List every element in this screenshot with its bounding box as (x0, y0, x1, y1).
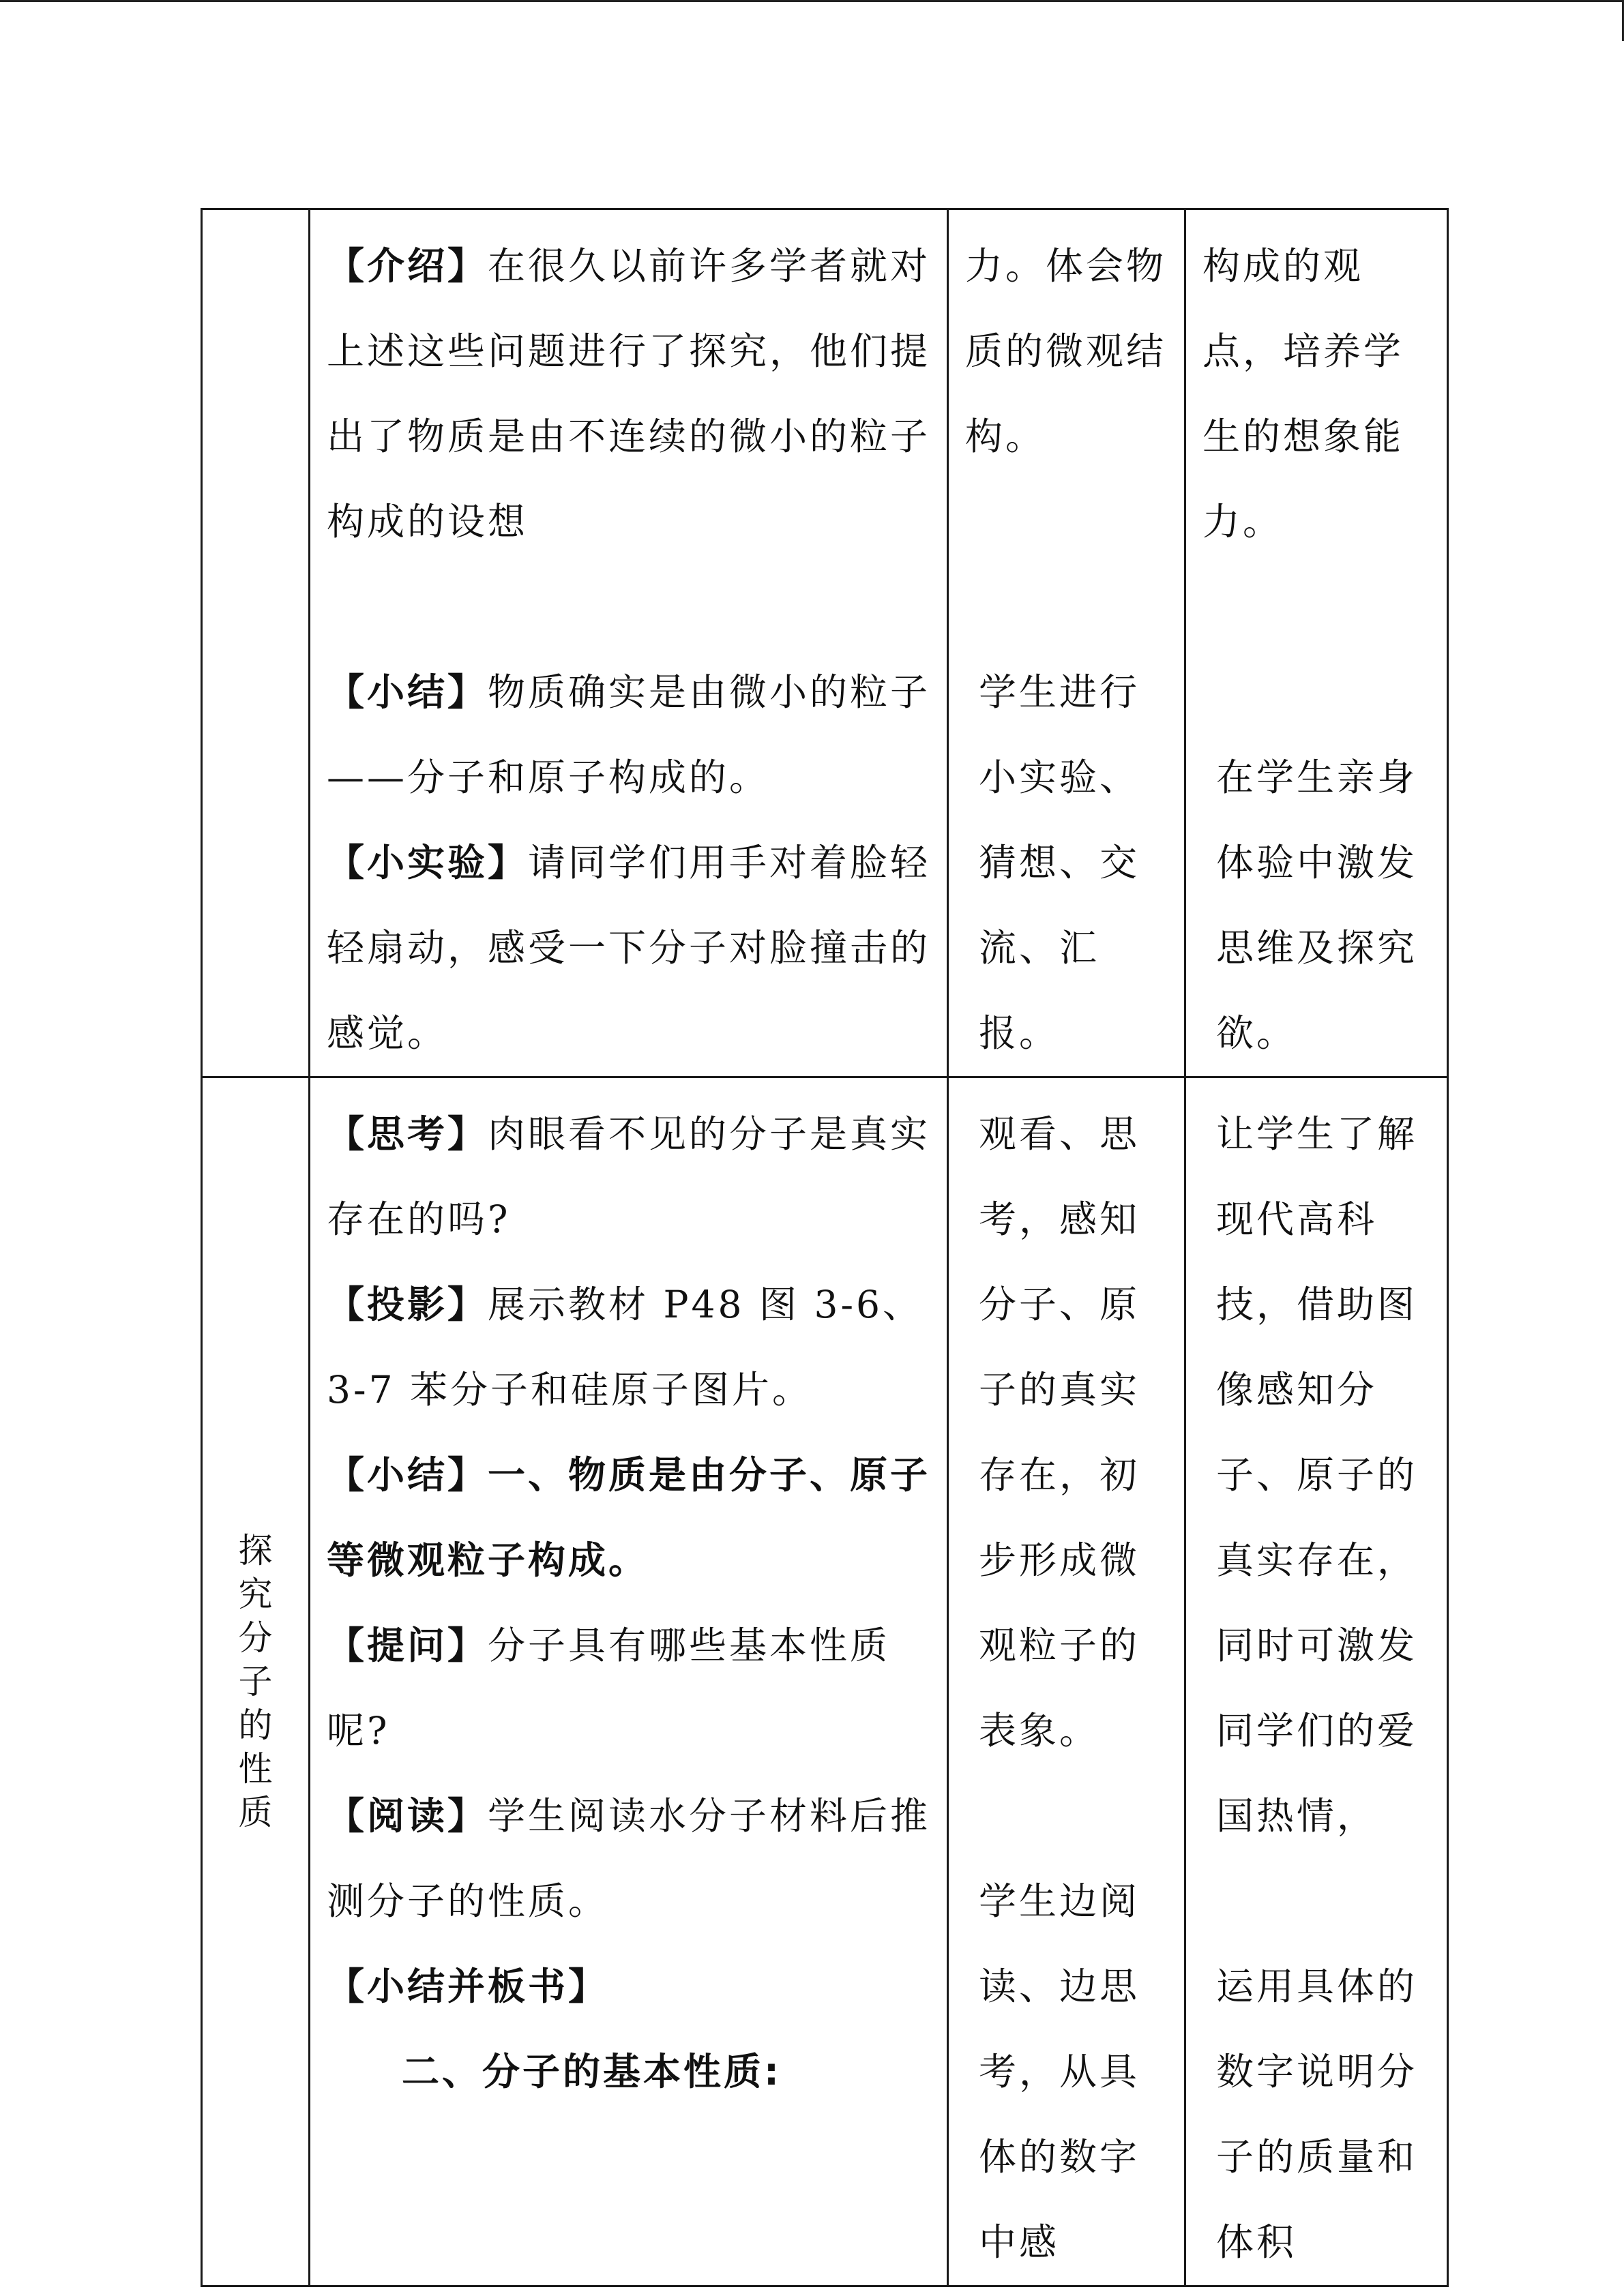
summary2-text: 一、物质是由分子、原子等微观粒子构成。 (327, 1453, 931, 1582)
intent-text-4: 运用具体的数字说明分子的质量和体积 (1216, 1965, 1418, 2264)
reading-tag: 【阅读】 (327, 1794, 488, 1838)
projection-tag: 【投影】 (327, 1283, 488, 1326)
think-tag: 【思考】 (327, 1112, 488, 1156)
table-row (202, 209, 1448, 1077)
design-intent-cell (1185, 209, 1448, 1077)
student-text-3: 观看、思考，感知分子、原子的真实存在，初步形成微观粒子的表象。 (979, 1112, 1140, 1753)
student-text-4: 学生边阅读、边思考，从具体的数字中感 (979, 1879, 1140, 2264)
intent-text-3: 让学生了解现代高科技，借助图像感知分子、原子的真实存在，同时可激发同学们的爱国热情， (1216, 1112, 1418, 1838)
projection-text: 展示教材 P48 图 3-6、3-7 苯分子和硅原子图片。 (327, 1283, 924, 1412)
student-text-1: 力。体会物质的微观结构。 (965, 244, 1167, 458)
think-paragraph (327, 1092, 932, 1262)
experiment-tag: 【小实验】 (327, 841, 529, 884)
intro-tag: 【介绍】 (327, 244, 488, 288)
reading-text: 学生阅读水分子材料后推测分子的性质。 (327, 1794, 931, 1923)
board-paragraph (327, 1944, 932, 2029)
design-intent-cell (1185, 1077, 1448, 2286)
think-text: 肉眼看不见的分子是真实存在的吗? (327, 1112, 931, 1241)
question-paragraph (327, 1603, 932, 1774)
intent-text-2: 在学生亲身体验中激发思维及探究欲。 (1216, 756, 1418, 1055)
teacher-activity-cell (310, 209, 948, 1077)
question-text: 分子具有哪些基本性质呢? (327, 1624, 891, 1753)
summary2-paragraph (327, 1433, 932, 1603)
board-tag: 【小结并板书】 (327, 1965, 609, 2008)
summary2-tag: 【小结】 (327, 1453, 488, 1497)
student-activity-cell (948, 209, 1185, 1077)
intro-paragraph (327, 224, 932, 565)
summary-text: 物质确实是由微小的粒子——分子和原子构成的。 (327, 670, 931, 799)
reading-paragraph (327, 1774, 932, 1944)
question-tag: 【提问】 (327, 1624, 488, 1667)
summary-tag: 【小结】 (327, 670, 488, 714)
experiment-paragraph (327, 820, 932, 1076)
stage-label: 探究分子的性质 (238, 1531, 273, 1832)
stage-cell (202, 1077, 310, 2286)
table-row (202, 1077, 1448, 2286)
stage-cell-empty (202, 209, 310, 1077)
student-activity-cell (948, 1077, 1185, 2286)
page-frame-top-line (0, 0, 1624, 2)
intro-text: 在很久以前许多学者就对上述这些问题进行了探究，他们提出了物质是由不连续的微小的粒子构成的设想 (327, 244, 931, 543)
lesson-plan-table (201, 208, 1449, 2287)
summary-paragraph (327, 650, 932, 820)
intent-text-1: 构成的观点，培养学生的想象能力。 (1202, 244, 1404, 543)
board-heading: 二、分子的基本性质: (402, 2050, 782, 2093)
projection-paragraph (327, 1262, 932, 1433)
experiment-text: 请同学们用手对着脸轻轻扇动，感受一下分子对脸撞击的感觉。 (327, 841, 931, 1055)
teacher-activity-cell (310, 1077, 948, 2286)
student-text-2: 学生进行小实验、猜想、交流、汇报。 (979, 670, 1140, 1055)
